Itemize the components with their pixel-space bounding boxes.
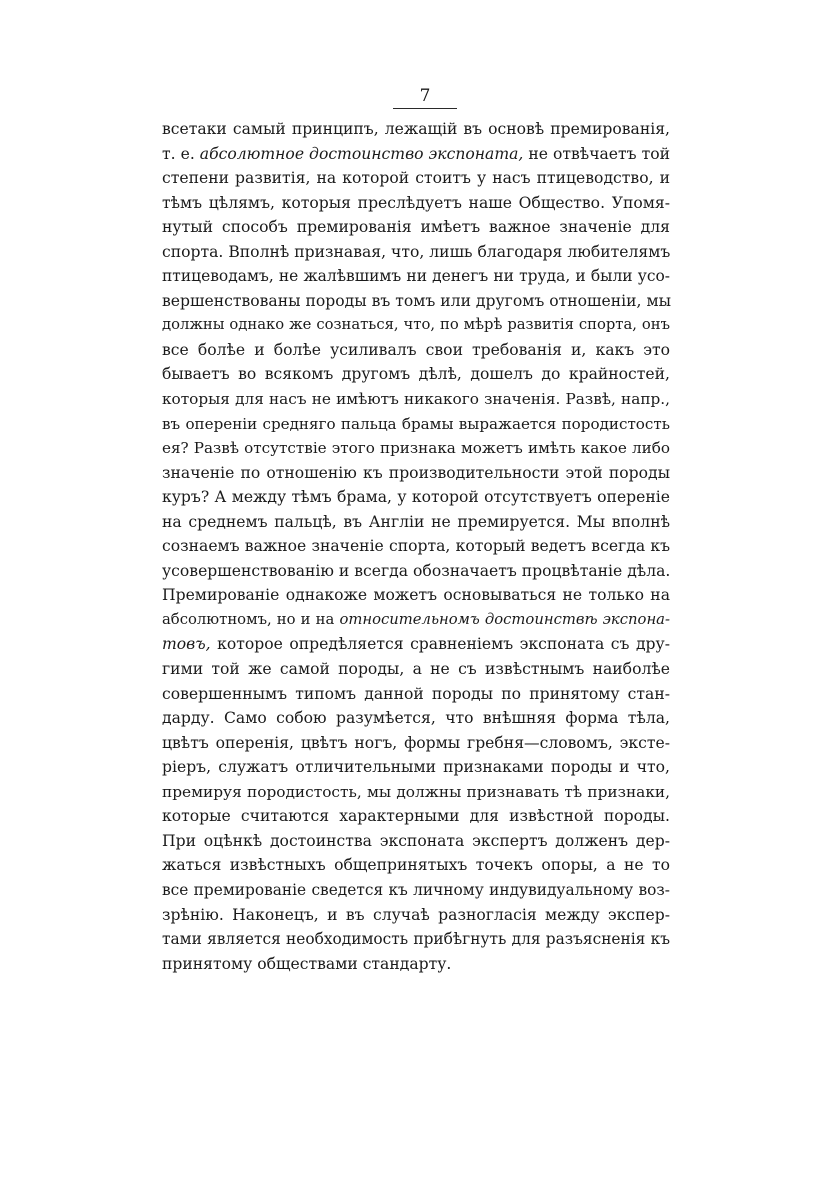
text-line: которые считаются характерными для извѣстной породы. (162, 807, 670, 826)
text-line: птицеводамъ, не жалѣвшимъ ни денегъ ни труда, и были усо- (162, 267, 670, 286)
italic-term: относительномъ достоинствѣ экспона- (339, 610, 670, 628)
text-line: спорта. Вполнѣ признавая, что, лишь благодаря любителямъ (162, 242, 671, 261)
text-line: бываетъ во всякомъ другомъ дѣлѣ, дошелъ до крайностей, (162, 365, 670, 384)
text-segment: которое опредѣляется сравненіемъ экспоната съ дру- (210, 635, 670, 654)
text-line: жаться извѣстныхъ общепринятыхъ точекъ опоры, а не то (162, 856, 670, 875)
text-line: гими той же самой породы, а не съ извѣстнымъ наиболѣе (162, 660, 670, 679)
body-paragraph (162, 117, 670, 976)
text-line: Премированіе однакоже можетъ основываться не только на (162, 586, 670, 605)
text-line: премируя породистость, мы должны признавать тѣ признаки, (162, 782, 670, 801)
text-line: значеніе по отношенію къ производительности этой породы (162, 463, 670, 482)
page-number: 7 (419, 86, 431, 106)
text-line: все премированіе сведется къ личному индувидуальному воз- (162, 880, 670, 899)
text-line: зрѣнію. Наконецъ, и въ случаѣ разногласія между экспер- (162, 905, 670, 924)
text-line (162, 608, 670, 633)
text-line: усовершенствованію и всегда обозначаетъ процвѣтаніе дѣла. (162, 561, 671, 580)
text-segment: т. е. (162, 144, 200, 163)
text-line: вершенствованы породы въ томъ или другомъ отношеніи, мы (162, 291, 671, 310)
text-segment: абсолютномъ, но и на (162, 610, 340, 628)
text-line: принятому обществами стандарту. (162, 954, 452, 973)
text-line: на среднемъ пальцѣ, въ Англіи не премируется. Мы вполнѣ (162, 512, 670, 531)
text-line: тами является необходимость прибѣгнуть для разъясненія къ (162, 930, 670, 949)
text-line: куръ? А между тѣмъ брама, у которой отсутствуетъ опереніе (162, 488, 670, 507)
text-line: нутый способъ премированія имѣетъ важное значеніе для (162, 218, 670, 237)
text-line: всетаки самый принципъ, лежащій въ основѣ премированія, (162, 120, 670, 138)
text-line: дарду. Само собою разумѣется, что внѣшняя форма тѣла, (162, 709, 670, 728)
text-line: въ опереніи средняго пальца брамы выражается породистость (162, 414, 670, 433)
text-line: ріеръ, служатъ отличительными признаками породы и что, (162, 758, 670, 777)
italic-term: товъ, (162, 635, 211, 654)
italic-term: абсолютное достоинство экспоната, (199, 144, 524, 163)
text-line: ея? Развѣ отсутствіе этого признака можетъ имѣть какое либо (162, 439, 670, 458)
text-line: цвѣтъ оперенія, цвѣтъ ногъ, формы гребня—словомъ, эксте- (162, 733, 670, 752)
text-line: тѣмъ цѣлямъ, которыя преслѣдуетъ наше Общество. Упомя- (162, 193, 670, 212)
text-line: которыя для насъ не имѣютъ никакого значенія. Развѣ, напр., (162, 390, 670, 409)
text-line: При оцѣнкѣ достоинства экспоната экспертъ долженъ дер- (162, 831, 670, 850)
page-number-rule (393, 108, 457, 109)
text-line: совершеннымъ типомъ данной породы по принятому стан- (162, 684, 670, 703)
text-line (162, 142, 670, 167)
text-line: должны однако же сознаться, что, по мѣрѣ развитія спорта, онъ (162, 316, 670, 334)
text-line: все болѣе и болѣе усиливалъ свои требованія и, какъ это (162, 340, 670, 359)
text-line: сознаемъ важное значеніе спорта, который ведетъ всегда къ (162, 537, 670, 556)
text-line: степени развитія, на которой стоитъ у насъ птицеводство, и (162, 169, 670, 188)
text-line (162, 632, 670, 657)
text-segment: не отвѣчаетъ той (523, 144, 670, 163)
